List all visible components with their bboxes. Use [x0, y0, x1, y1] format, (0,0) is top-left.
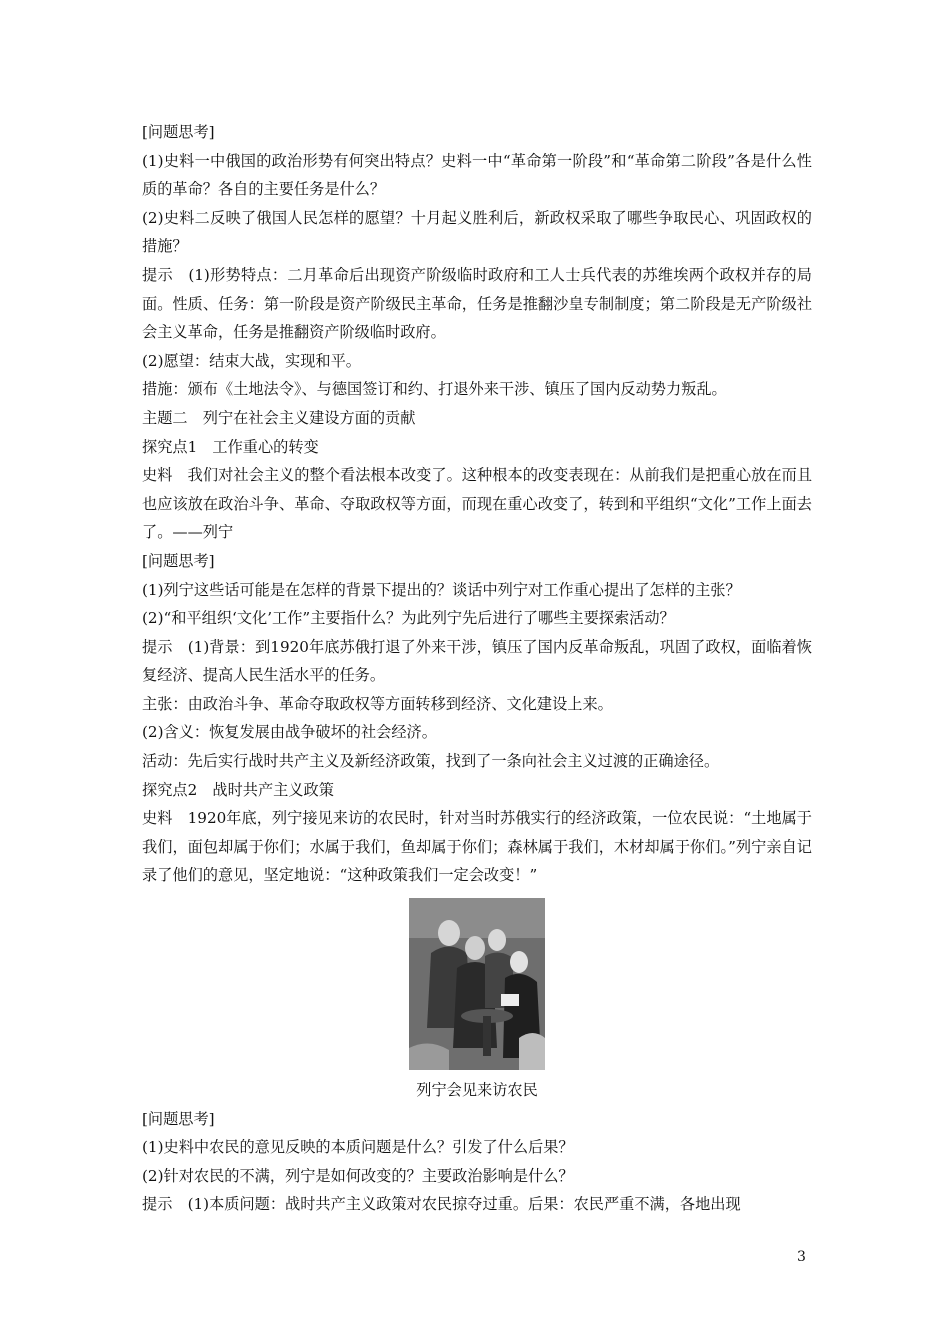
hint-4-meaning: (2)含义：恢复发展由战争破坏的社会经济。	[142, 723, 437, 742]
question-5: (1)史料中农民的意见反映的本质问题是什么？引发了什么后果？	[142, 1138, 574, 1157]
hint-3: 提示 (1)背景：到1920年底苏俄打退了外来干涉，镇压了国内反革命叛乱，巩固了政权，面临着恢复经济、提高人民生活水平的任务。	[142, 637, 812, 685]
inquiry-point-2: 探究点2 战时共产主义政策	[142, 780, 334, 799]
question-heading-3: [问题思考]	[142, 1109, 215, 1128]
source-material-2: 史料 1920年底，列宁接见来访的农民时，针对当时苏俄实行的经济政策，一位农民说：“土地属于我们，面包却属于你们；水属于我们，鱼却属于你们；森林属于我们，木材却属于你们。”列宁亲自记录了他们的意见，坚定地说：“这种政策我们一定会改变！”	[142, 809, 812, 885]
hint-2-measures: 措施：颁布《土地法令》、与德国签订和约、打退外来干涉、镇压了国内反动势力叛乱。	[142, 380, 727, 399]
hint-4-activities: 活动：先后实行战时共产主义及新经济政策，找到了一条向社会主义过渡的正确途径。	[142, 752, 720, 771]
photo-illustration	[409, 898, 545, 1070]
question-2: (2)史料二反映了俄国人民怎样的愿望？十月起义胜利后，新政权采取了哪些争取民心、巩固政权的措施？	[142, 208, 812, 256]
historical-photo	[409, 898, 545, 1070]
hint-5: 提示 (1)本质问题：战时共产主义政策对农民掠夺过重。后果：农民严重不满，各地出现	[142, 1195, 741, 1214]
question-1: (1)史料一中俄国的政治形势有何突出特点？史料一中“革命第一阶段”和“革命第二阶段”各是什么性质的革命？各自的主要任务是什么？	[142, 151, 812, 199]
question-3: (1)列宁这些话可能是在怎样的背景下提出的？谈话中列宁对工作重心提出了怎样的主张？	[142, 580, 741, 599]
page-body	[142, 118, 812, 1219]
question-4: (2)“和平组织‘文化’工作”主要指什么？为此列宁先后进行了哪些主要探索活动？	[142, 609, 675, 628]
hint-3-proposal: 主张：由政治斗争、革命夺取政权等方面转移到经济、文化建设上来。	[142, 694, 613, 713]
figure-caption: 列宁会见来访农民	[416, 1081, 538, 1100]
source-material-1: 史料 我们对社会主义的整个看法根本改变了。这种根本的改变表现在：从前我们是把重心放在而且也应该放在政治斗争、革命、夺取政权等方面，而现在重心改变了，转到和平组织“文化”工作上面去了。——列宁	[142, 466, 812, 542]
question-heading-2: [问题思考]	[142, 551, 215, 570]
theme-heading: 主题二 列宁在社会主义建设方面的贡献	[142, 408, 416, 427]
question-heading: [问题思考]	[142, 123, 215, 141]
question-6: (2)针对农民的不满，列宁是如何改变的？主要政治影响是什么？	[142, 1166, 574, 1185]
figure	[142, 898, 812, 1105]
hint-1: 提示 (1)形势特点：二月革命后出现资产阶级临时政府和工人士兵代表的苏维埃两个政权并存的局面。性质、任务：第一阶段是资产阶级民主革命，任务是推翻沙皇专制制度；第二阶段是无产阶级社会主义革命，任务是推翻资产阶级临时政府。	[142, 265, 812, 342]
inquiry-point-1: 探究点1 工作重心的转变	[142, 437, 319, 456]
hint-2-wish: (2)愿望：结束大战，实现和平。	[142, 351, 361, 370]
page-number: 3	[797, 1249, 806, 1265]
